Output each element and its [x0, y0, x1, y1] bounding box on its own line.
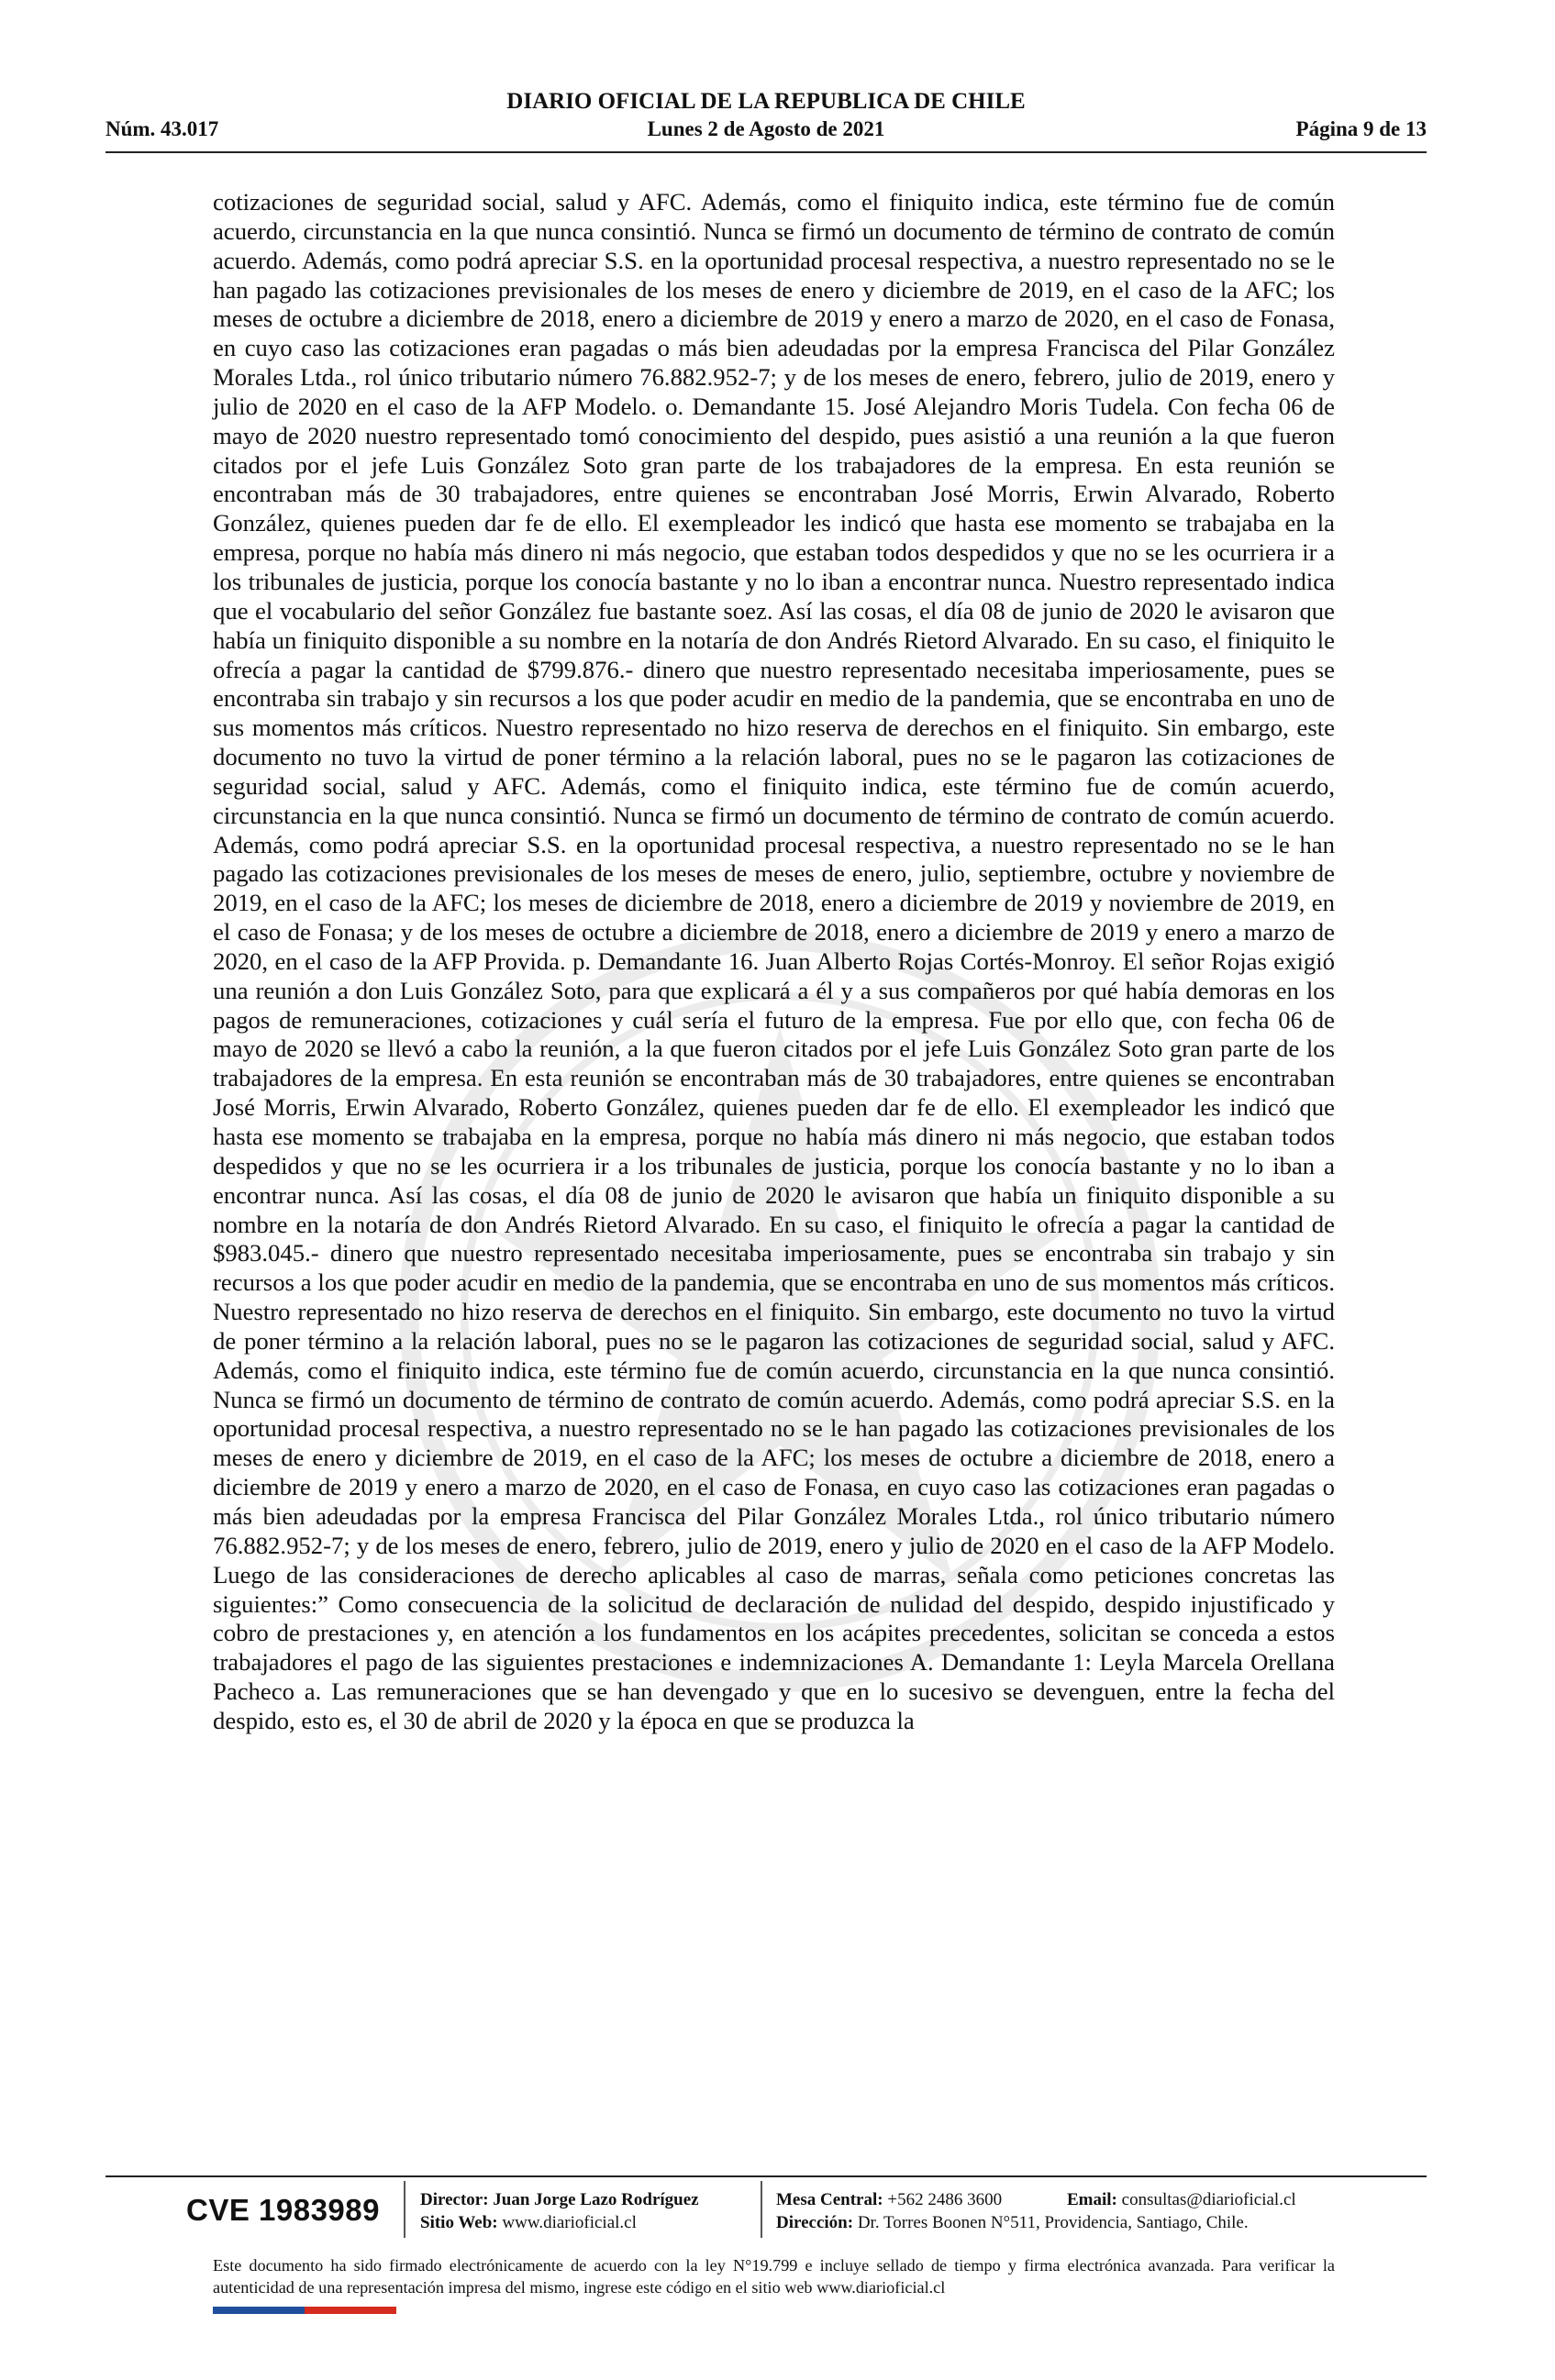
footer-divider [106, 2175, 1427, 2177]
publication-title: DIARIO OFICIAL DE LA REPUBLICA DE CHILE [506, 89, 1026, 114]
website-link[interactable]: www.diarioficial.cl [502, 2213, 637, 2232]
footer-separator [761, 2181, 762, 2238]
header-divider [106, 151, 1427, 153]
address-label: Dirección: [776, 2213, 854, 2232]
director-label: Director: [420, 2190, 489, 2209]
signature-note: Este documento ha sido firmado electrónicamente de acuerdo con la ley N°19.799 e incluye sellado de tiempo y firma electrónica avanzada. Para verificar la autenticidad de una representación impresa del mismo, ingrese este código en el sitio web www.diarioficial.cl [213, 2256, 1335, 2297]
footer-phone [776, 2188, 1002, 2211]
issue-date: Lunes 2 de Agosto de 2021 [647, 117, 885, 140]
page-header [106, 88, 1427, 152]
website-label: Sitio Web: [420, 2213, 498, 2232]
footer-separator [404, 2181, 405, 2238]
footer-website [420, 2211, 637, 2234]
email-label: Email: [1067, 2190, 1117, 2209]
page-number: Página 9 de 13 [1295, 117, 1427, 140]
issue-number: Núm. 43.017 [106, 117, 219, 140]
footer-director [420, 2188, 699, 2211]
body-paragraph: cotizaciones de seguridad social, salud y AFC. Además, como el finiquito indica, este término fue de común acuerdo, circunstancia en la que nunca consintió. Nunca se firmó un documento de término de contrato de común acuerdo. Además, como podrá apreciar S.S. en la oportunidad procesal respectiva, a nuestro representado no se le han pagado las cotizaciones previsionales de los meses de enero y diciembre de 2019, en el caso de la AFC; los meses de octubre a diciembre de 2018, enero a diciembre de 2019 y enero a marzo de 2020, en el caso de Fonasa, en cuyo caso las cotizaciones eran pagadas o más bien adeudadas por la empresa Francisca del Pilar González Morales Ltda., rol único tributario número 76.882.952-7; y de los meses de enero, febrero, julio de 2019, enero y julio de 2020 en el caso de la AFP Modelo. o. Demandante 15. José Alejandro Moris Tudela. Con fecha 06 de mayo de 2020 nuestro representado tomó conocimiento del despido, pues asistió a una reunión a la que fueron citados por el jefe Luis González Soto gran parte de los trabajadores de la empresa. En esta reunión se encontraban más de 30 trabajadores, entre quienes se encontraban José Morris, Erwin Alvarado, Roberto González, quienes pueden dar fe de ello. El exempleador les indicó que hasta ese momento se trabajaba en la empresa, porque no había más dinero ni más negocio, que estaban todos despedidos y que no se les ocurriera ir a los tribunales de justicia, porque los conocía bastante y no lo iban a encontrar nunca. Nuestro representado indica que el vocabulario del señor González fue bastante soez. Así las cosas, el día 08 de junio de 2020 le avisaron que había un finiquito disponible a su nombre en la notaría de don Andrés Rietord Alvarado. En su caso, el finiquito le ofrecía a pagar la cantidad de $799.876.- dinero que nuestro representado necesitaba imperiosamente, pues se encontraba sin trabajo y sin recursos a los que poder acudir en medio de la pandemia, que se encontraba en uno de sus momentos más críticos. Nuestro representado no hizo reserva de derechos en el finiquito. Sin embargo, este documento no tuvo la virtud de poner término a la relación laboral, pues no se le pagaron las cotizaciones de seguridad social, salud y AFC. Además, como el finiquito indica, este término fue de común acuerdo, circunstancia en la que nunca consintió. Nunca se firmó un documento de término de contrato de común acuerdo. Además, como podrá apreciar S.S. en la oportunidad procesal respectiva, a nuestro representado no se le han pagado las cotizaciones previsionales de los meses de meses de enero, julio, septiembre, octubre y noviembre de 2019, en el caso de la AFC; los meses de diciembre de 2018, enero a diciembre de 2019 y noviembre de 2019, en el caso de Fonasa; y de los meses de octubre a diciembre de 2018, enero a diciembre de 2019 y enero a marzo de 2020, en el caso de la AFP Provida. p. Demandante 16. Juan Alberto Rojas Cortés-Monroy. El señor Rojas exigió una reunión a don Luis González Soto, para que explicará a él y a sus compañeros por qué había demoras en los pagos de remuneraciones, cotizaciones y cuál sería el futuro de la empresa. Fue por ello que, con fecha 06 de mayo de 2020 se llevó a cabo la reunión, a la que fueron citados por el jefe Luis González Soto gran parte de los trabajadores de la empresa. En esta reunión se encontraban más de 30 trabajadores, entre quienes se encontraban José Morris, Erwin Alvarado, Roberto González, quienes pueden dar fe de ello. El exempleador les indicó que hasta ese momento se trabajaba en la empresa, porque no había más dinero ni más negocio, que estaban todos despedidos y que no se les ocurriera ir a los tribunales de justicia, porque los conocía bastante y no lo iban a encontrar nunca. Así las cosas, el día 08 de junio de 2020 le avisaron que había un finiquito disponible a su nombre en la notaría de don Andrés Rietord Alvarado. En su caso, el finiquito le ofrecía a pagar la cantidad de $983.045.- dinero que nuestro representado necesitaba imperiosamente, pues se encontraba sin trabajo y sin recursos a los que poder acudir en medio de la pandemia, que se encontraba en uno de sus momentos más críticos. Nuestro representado no hizo reserva de derechos en el finiquito. Sin embargo, este documento no tuvo la virtud de poner término a la relación laboral, pues no se le pagaron las cotizaciones de seguridad social, salud y AFC. Además, como el finiquito indica, este término fue de común acuerdo, circunstancia en la que nunca consintió. Nunca se firmó un documento de término de contrato de común acuerdo. Además, como podrá apreciar S.S. en la oportunidad procesal respectiva, a nuestro representado no se le han pagado las cotizaciones previsionales de los meses de enero y diciembre de 2019, en el caso de la AFC; los meses de octubre a diciembre de 2018, enero a diciembre de 2019 y enero a marzo de 2020, en el caso de Fonasa, en cuyo caso las cotizaciones eran pagadas o más bien adeudadas por la empresa Francisca del Pilar González Morales Ltda., rol único tributario número 76.882.952-7; y de los meses de enero, febrero, julio de 2019, enero y julio de 2020 en el caso de la AFP Modelo. Luego de las consideraciones de derecho aplicables al caso de marras, señala como peticiones concretas las siguientes:” Como consecuencia de la solicitud de declaración de nulidad del despido, despido injustificado y cobro de prestaciones y, en atención a los fundamentos en los acápites precedentes, solicitan se conceda a estos trabajadores el pago de las siguientes prestaciones e indemnizaciones A. Demandante 1: Leyla Marcela Orellana Pacheco a. Las remuneraciones que se han devengado y que en lo sucesivo se devenguen, entre la fecha del despido, esto es, el 30 de abril de 2020 y la época en que se produzca la [213, 188, 1335, 1734]
flag-red-segment [305, 2307, 396, 2314]
cve-code: CVE 1983989 [186, 2193, 380, 2227]
director-name: Juan Jorge Lazo Rodríguez [493, 2190, 699, 2209]
flag-blue-segment [213, 2307, 305, 2314]
phone-label: Mesa Central: [776, 2190, 883, 2209]
address-value: Dr. Torres Boonen N°511, Providencia, Santiago, Chile. [857, 2213, 1249, 2232]
footer-email [1067, 2188, 1296, 2211]
phone-value: +562 2486 3600 [887, 2190, 1003, 2209]
flag-stripe [213, 2307, 396, 2314]
email-link[interactable]: consultas@diarioficial.cl [1121, 2190, 1296, 2209]
footer-address [776, 2211, 1249, 2234]
